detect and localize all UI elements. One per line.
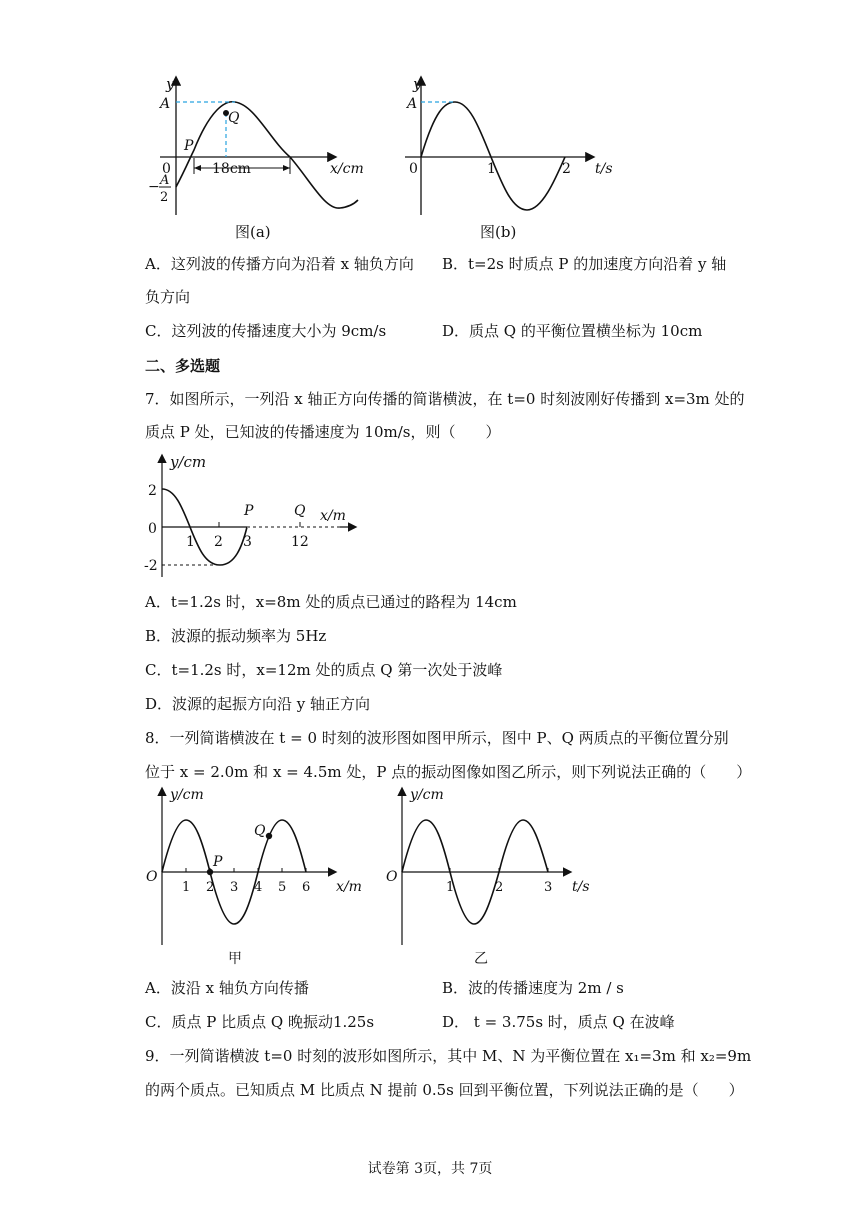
svg-text:Q: Q <box>228 110 240 126</box>
svg-text:18cm: 18cm <box>212 161 251 177</box>
svg-text:-2: -2 <box>144 558 158 574</box>
svg-text:0: 0 <box>409 161 418 177</box>
svg-text:x/m: x/m <box>320 508 346 524</box>
q6-option-b-cont: 负方向 <box>145 288 191 306</box>
q6-option-a: A．这列波的传播方向为沿着 x 轴负方向 <box>145 255 414 273</box>
svg-text:Q: Q <box>254 823 266 839</box>
svg-text:−: − <box>148 179 160 195</box>
figure-a <box>140 70 380 245</box>
wave-b-curve <box>421 102 565 210</box>
q7-option-a: A．t=1.2s 时，x=8m 处的质点已通过的路程为 14cm <box>145 593 517 611</box>
q8-stem-1: 8．一列简谐横波在 t = 0 时刻的波形图如图甲所示，图中 P、Q 两质点的平衡位置分别 <box>145 729 729 747</box>
fig-b-caption: 图(b) <box>480 223 517 241</box>
svg-text:A: A <box>160 96 171 112</box>
svg-text:P: P <box>244 503 254 519</box>
q8-figure-jia <box>140 785 370 970</box>
q7-stem-1: 7．如图所示，一列沿 x 轴正方向传播的简谐横波，在 t=0 时刻波刚好传播到 x=3m 处的 <box>145 390 745 408</box>
svg-text:0: 0 <box>162 161 171 177</box>
section-heading: 二、多选题 <box>145 357 221 375</box>
fig-a-y-label: y <box>166 75 175 93</box>
wave-a-curve <box>176 102 358 208</box>
svg-text:2: 2 <box>148 483 157 499</box>
svg-text:12: 12 <box>291 534 309 550</box>
svg-text:3: 3 <box>243 534 252 550</box>
q9-stem-2: 的两个质点。已知质点 M 比质点 N 提前 0.5s 回到平衡位置，下列说法正确的是（ ） <box>145 1081 744 1099</box>
svg-text:t/s: t/s <box>572 879 590 895</box>
q8-yi-caption: 乙 <box>474 951 488 967</box>
svg-text:A: A <box>160 173 170 188</box>
svg-text:y/cm: y/cm <box>410 787 444 803</box>
svg-text:1: 1 <box>487 161 496 177</box>
svg-text:2: 2 <box>160 190 169 205</box>
svg-text:1: 1 <box>182 880 191 895</box>
q7-option-d: D．波源的起振方向沿 y 轴正方向 <box>145 695 371 713</box>
q8-point-q <box>266 833 272 839</box>
svg-text:t/s: t/s <box>595 161 613 177</box>
svg-text:P: P <box>213 854 223 870</box>
svg-text:y/cm: y/cm <box>170 787 204 803</box>
q6-option-b: B．t=2s 时质点 P 的加速度方向沿着 y 轴 <box>442 255 727 273</box>
svg-text:O: O <box>146 869 158 885</box>
q8-jia-caption: 甲 <box>228 951 242 967</box>
svg-text:1: 1 <box>186 534 195 550</box>
svg-text:P: P <box>184 138 194 154</box>
q8-option-c: C．质点 P 比质点 Q 晚振动1.25s <box>145 1013 375 1031</box>
svg-text:2: 2 <box>495 880 504 895</box>
svg-text:y: y <box>413 75 422 93</box>
svg-text:2: 2 <box>206 880 215 895</box>
svg-text:0: 0 <box>148 521 157 537</box>
svg-text:O: O <box>386 869 398 885</box>
page-footer: 试卷第 3页，共 7页 <box>367 1161 493 1177</box>
q7-option-b: B．波源的振动频率为 5Hz <box>145 627 327 645</box>
figure-b <box>395 70 625 245</box>
svg-text:y/cm: y/cm <box>170 453 207 471</box>
q8-option-a: A．波沿 x 轴负方向传播 <box>145 979 309 997</box>
fig-a-caption: 图(a) <box>235 223 271 241</box>
svg-text:A: A <box>407 96 418 112</box>
svg-text:Q: Q <box>294 503 306 519</box>
svg-text:x/m: x/m <box>336 879 362 895</box>
q7-option-c: C．t=1.2s 时，x=12m 处的质点 Q 第一次处于波峰 <box>145 661 503 679</box>
svg-text:x/cm: x/cm <box>330 161 364 177</box>
q8-figure-yi <box>382 785 602 970</box>
q7-stem-2: 质点 P 处，已知波的传播速度为 10m/s，则（ ） <box>145 423 501 441</box>
q7-figure <box>140 452 370 582</box>
q8-option-b: B．波的传播速度为 2m / s <box>442 979 624 997</box>
q9-stem-1: 9．一列简谐横波 t=0 时刻的波形如图所示，其中 M、N 为平衡位置在 x₁=3m 和 x₂=9m <box>145 1047 752 1065</box>
svg-text:3: 3 <box>230 880 239 895</box>
svg-text:6: 6 <box>302 880 311 895</box>
q6-option-c: C．这列波的传播速度大小为 9cm/s <box>145 322 387 340</box>
svg-text:3: 3 <box>544 880 553 895</box>
svg-text:2: 2 <box>562 161 571 177</box>
svg-text:4: 4 <box>254 880 263 895</box>
svg-text:5: 5 <box>278 880 287 895</box>
q6-option-d: D．质点 Q 的平衡位置横坐标为 10cm <box>442 322 703 340</box>
q8-option-d: D． t = 3.75s 时，质点 Q 在波峰 <box>442 1013 675 1031</box>
q8-stem-2: 位于 x = 2.0m 和 x = 4.5m 处，P 点的振动图像如图乙所示，则下列说法正确的（ ） <box>145 763 752 781</box>
svg-text:2: 2 <box>214 534 223 550</box>
svg-text:1: 1 <box>446 880 455 895</box>
